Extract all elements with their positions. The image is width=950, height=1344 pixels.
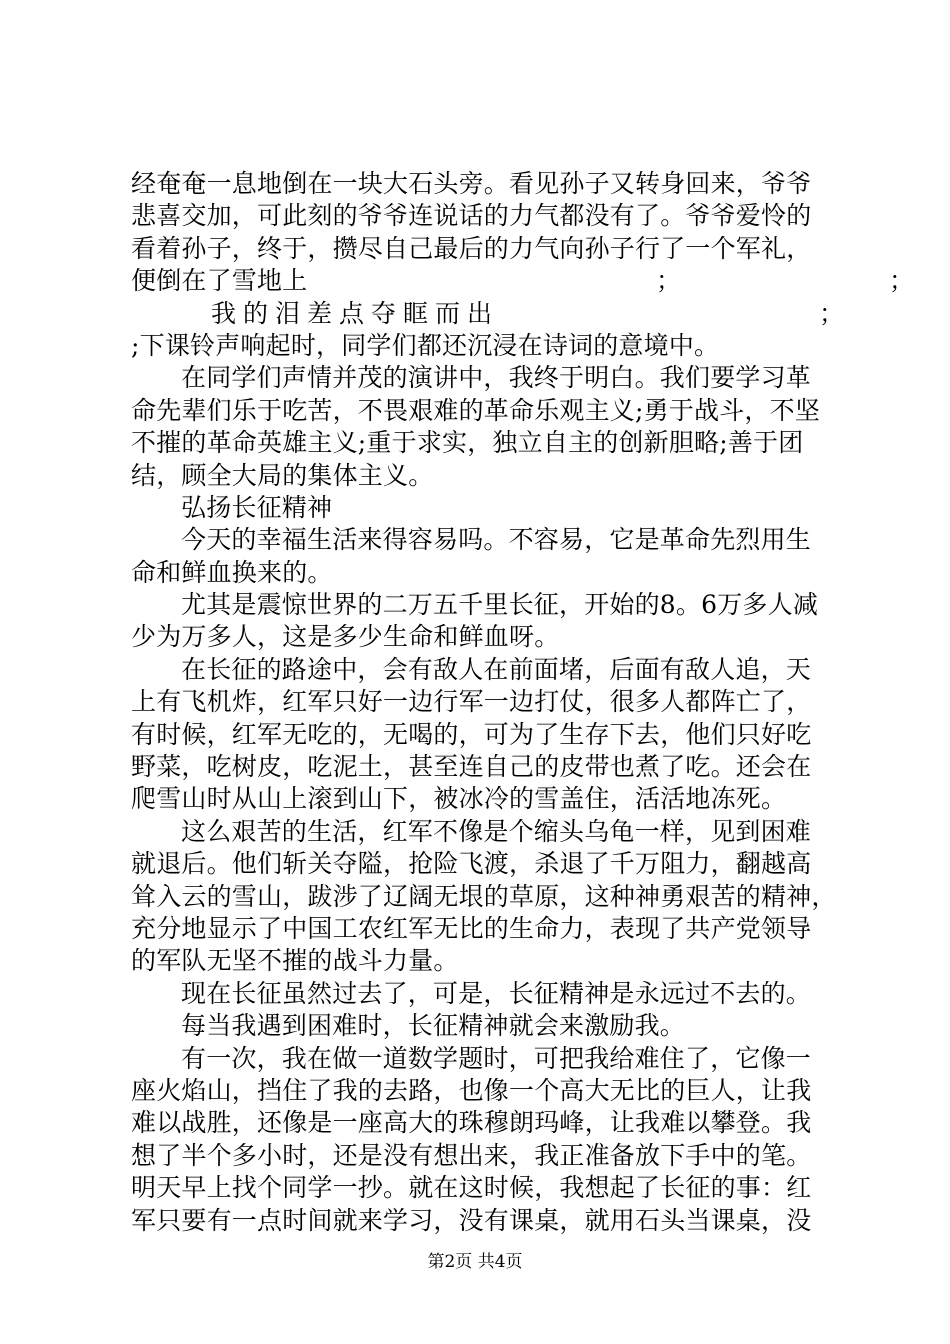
text-line: 野菜，吃树皮，吃泥土，甚至连自己的皮带也煮了吃。还会在 bbox=[131, 752, 812, 782]
semicolon-mark: ； bbox=[819, 298, 845, 328]
text-line bbox=[131, 298, 845, 330]
text-line: 耸入云的雪山，跋涉了辽阔无垠的草原，这种神勇艰苦的精神， bbox=[131, 881, 837, 911]
text-line: 命先辈们乐于吃苦，不畏艰难的革命乐观主义;勇于战斗，不坚 bbox=[131, 395, 821, 425]
text-line: 座火焰山，挡住了我的去路，也像一个高大无比的巨人，让我 bbox=[131, 1075, 812, 1105]
page-footer: 第2页 共4页 bbox=[427, 1252, 523, 1272]
paragraph-start: 这么艰苦的生活，红军不像是个缩头乌龟一样，见到困难 bbox=[181, 816, 812, 846]
text-line: 看着孙子，终于，攒尽自己最后的力气向孙子行了一个军礼， bbox=[131, 233, 812, 263]
text-line: 的军队无坚不摧的战斗力量。 bbox=[131, 946, 459, 976]
paragraph-start: 在同学们声情并茂的演讲中，我终于明白。我们要学习革 bbox=[181, 363, 812, 393]
text-line: ;下课铃声响起时，同学们都还沉浸在诗词的意境中。 bbox=[131, 330, 720, 360]
text-line: 有时候，红军无吃的，无喝的，可为了生存下去，他们只好吃 bbox=[131, 719, 812, 749]
text-line: 经奄奄一息地倒在一块大石头旁。看见孙子又转身回来，爷爷 bbox=[131, 169, 812, 198]
paragraph-start: 尤其是震惊世界的二万五千里长征，开始的8。6万多人减 bbox=[181, 590, 819, 620]
text-line: 难以战胜，还像是一座高大的珠穆朗玛峰，让我难以攀登。我 bbox=[131, 1108, 812, 1138]
text-fragment: 便倒在了雪地上 bbox=[131, 266, 308, 296]
semicolon-mark: ； bbox=[656, 266, 682, 296]
text-line: 悲喜交加，可此刻的爷爷连说话的力气都没有了。爷爷爱怜的 bbox=[131, 201, 812, 231]
text-fragment: 我的泪差点夺眶而出 bbox=[211, 298, 500, 328]
text-line: 军只要有一点时间就来学习，没有课桌，就用石头当课桌，没 bbox=[131, 1205, 812, 1235]
text-line bbox=[131, 265, 915, 297]
section-heading: 弘扬长征精神 bbox=[181, 492, 333, 522]
text-line: 不摧的革命英雄主义;重于求实，独立自主的创新胆略;善于团 bbox=[131, 428, 804, 458]
paragraph-start: 现在长征虽然过去了，可是，长征精神是永远过不去的。 bbox=[181, 978, 812, 1008]
paragraph-start: 每当我遇到困难时，长征精神就会来激励我。 bbox=[181, 1011, 686, 1041]
text-line: 充分地显示了中国工农红军无比的生命力，表现了共产党领导 bbox=[131, 913, 812, 943]
text-line: 想了半个多小时，还是没有想出来，我正准备放下手中的笔。 bbox=[131, 1140, 812, 1170]
text-line: 结，顾全大局的集体主义。 bbox=[131, 460, 434, 490]
text-line: 命和鲜血换来的。 bbox=[131, 557, 333, 587]
document-body bbox=[131, 168, 915, 1237]
paragraph-start: 有一次，我在做一道数学题时，可把我给难住了，它像一 bbox=[181, 1043, 812, 1073]
text-line: 明天早上找个同学一抄。就在这时候，我想起了长征的事：红 bbox=[131, 1173, 812, 1203]
paragraph-start: 在长征的路途中，会有敌人在前面堵，后面有敌人追，天 bbox=[181, 654, 812, 684]
semicolon-mark: ； bbox=[889, 266, 915, 296]
text-line: 爬雪山时从山上滚到山下，被冰冷的雪盖住，活活地冻死。 bbox=[131, 784, 787, 814]
text-line: 少为万多人，这是多少生命和鲜血呀。 bbox=[131, 622, 560, 652]
text-line: 就退后。他们斩关夺隘，抢险飞渡，杀退了千万阻力，翻越高 bbox=[131, 849, 812, 879]
text-line: 上有飞机炸，红军只好一边行军一边打仗，很多人都阵亡了， bbox=[131, 687, 812, 717]
paragraph-start: 今天的幸福生活来得容易吗。不容易，它是革命先烈用生 bbox=[181, 525, 812, 555]
